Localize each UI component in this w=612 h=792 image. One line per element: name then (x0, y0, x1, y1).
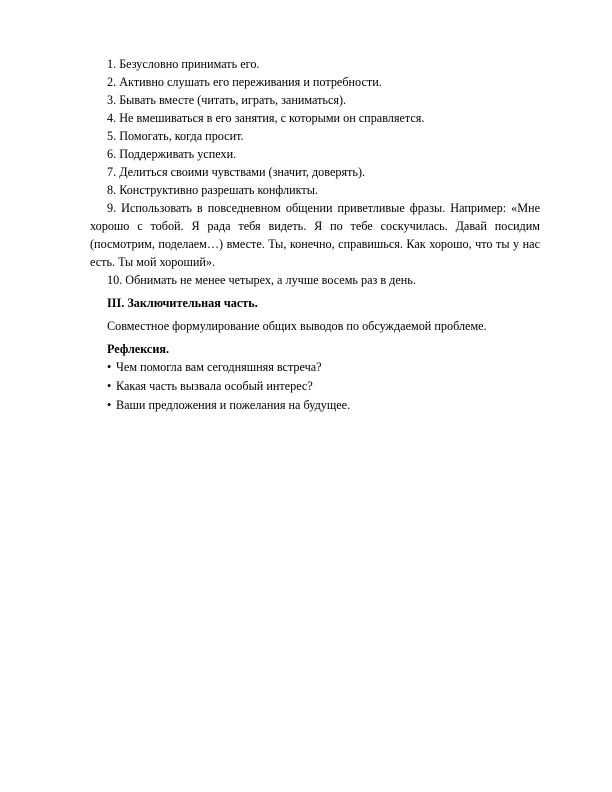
bullet-icon: • (107, 379, 112, 393)
list-item-9 (90, 199, 540, 271)
list-item-9-text: 9. Использовать в повседневном общении приветливые фразы. Например: «Мне хорошо с тобой. Я рада тебя видеть. Я по тебе соскучилась. Давай посидим (посмотрим, поделаем…) вместе. Ты, конечно, справишься. Как хорошо, что ты у нас есть. Ты мой хороший». (90, 201, 540, 269)
list-item: 7. Делиться своими чувствами (значит, доверять). (107, 165, 366, 179)
list-item: 3. Бывать вместе (читать, играть, заниматься). (107, 93, 347, 107)
reflection-title: Рефлексия. (107, 342, 170, 356)
question-item (90, 358, 540, 377)
bullet-icon: • (107, 360, 112, 374)
list-item: 8. Конструктивно разрешать конфликты. (107, 183, 318, 197)
bullet-icon: • (107, 398, 112, 412)
summary-paragraph: Совместное формулирование общих выводов по обсуждаемой проблеме. (107, 319, 487, 333)
list-item-10: 10. Обнимать не менее четырех, а лучше восемь раз в день. (107, 273, 416, 287)
question-item (90, 396, 540, 415)
question-item (90, 377, 540, 396)
question-text: Чем помогла вам сегодняшняя встреча? (116, 360, 322, 374)
list-item: 1. Безусловно принимать его. (107, 57, 260, 71)
list-item: 4. Не вмешиваться в его занятия, с которыми он справляется. (107, 111, 425, 125)
question-text: Ваши предложения и пожелания на будущее. (116, 398, 351, 412)
question-text: Какая часть вызвала особый интерес? (116, 379, 313, 393)
document-body (90, 55, 540, 415)
list-item: 6. Поддерживать успехи. (107, 147, 237, 161)
section-title: III. Заключительная часть. (107, 296, 258, 310)
list-item: 2. Активно слушать его переживания и потребности. (107, 75, 382, 89)
list-item: 5. Помогать, когда просит. (107, 129, 244, 143)
